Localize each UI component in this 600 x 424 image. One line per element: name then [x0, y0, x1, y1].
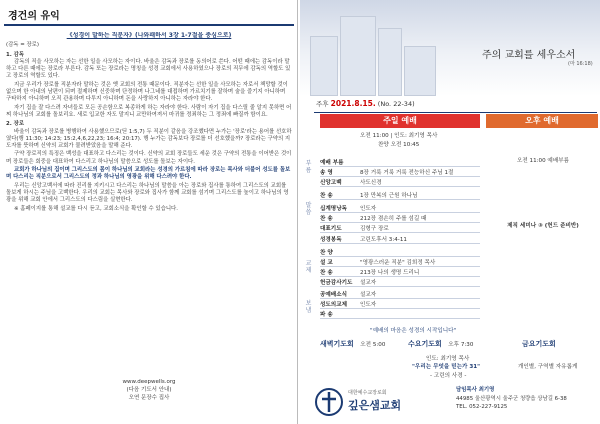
order-item-label: 송 영	[320, 170, 333, 176]
row-separator	[320, 166, 480, 167]
order-item-label: 찬 송	[320, 270, 333, 276]
highlight-paragraph: 교회가 하나님의 집이며 그리스도의 몸이 하나님의 교회라는 성경의 가르침에 따라 장로는 목사와 더불어 성도를 돌보며 다스리는 직분으로서 그리스도의 정과 하나님의 영광을 위해 다스려야 한다.	[6, 167, 291, 181]
order-item-label: 파 송	[320, 312, 333, 318]
order-item-value: 사도신경	[360, 180, 382, 186]
afternoon-program: 제직 세미나 ③ (헌드 준비반)	[507, 223, 579, 229]
church-emblem-icon	[314, 387, 344, 417]
prayer-meetings	[300, 337, 600, 351]
order-row	[320, 178, 382, 186]
order-item-value: 인도자	[360, 302, 377, 308]
paragraph: 감독의 직을 사모하는 자는 선한 일을 사모하는 자이다. 바울은 감독과 장로를 동의어로 쓴다. 어떤 때에는 감독이라 말하고 다른 때에는 장로라 부른다. 감독 또는 장로라는 명칭을 성경 교회에서 사용하였으나 장로의 직무에 감독의 역할도 있고 장로의 역할도 있다.	[6, 58, 291, 80]
row-separator	[320, 318, 480, 319]
order-item-label: 신앙고백	[320, 180, 342, 186]
friday-note: 개인별, 구역별 자유롭게	[518, 364, 578, 370]
denomination: 대한예수교장로회	[348, 390, 387, 396]
order-row	[320, 268, 419, 276]
side-label: 교 제	[305, 260, 312, 274]
section-heading: 1. 감독	[6, 51, 25, 58]
issue-number: (No. 22-34)	[377, 100, 415, 108]
row-separator	[320, 212, 480, 213]
bulletin-date	[316, 99, 415, 108]
row-separator	[320, 222, 480, 223]
building-image	[310, 36, 338, 96]
order-row	[320, 168, 453, 176]
section-heading: 2. 장로	[6, 121, 25, 128]
order-item-label: 찬 송	[320, 193, 333, 199]
building-image	[340, 16, 376, 96]
order-item-label: 성경봉독	[320, 237, 342, 243]
order-item-value: 8장 거룩 거룩 거룩 전능하신 주님 1절	[360, 170, 454, 176]
order-item-label: 십계명낭독	[320, 206, 348, 212]
row-separator	[320, 308, 480, 309]
order-item-value: 김형구 장로	[360, 226, 389, 232]
date-prefix: 주후	[316, 100, 329, 108]
friday-prayer: 금요기도회	[522, 340, 556, 348]
section-title: 경건의 유익	[8, 11, 60, 22]
order-item-label: 헌금감사기도	[320, 280, 353, 286]
author: 오연 문장수 집사	[128, 395, 170, 401]
pastor: 담임목사 최기영	[456, 387, 495, 393]
article-title: 《성경이 말하는 직분자》(나와패하서 3장 1-7절을 중심으로)	[66, 32, 232, 39]
order-row	[320, 300, 376, 308]
order-item-label: 예배 부름	[320, 160, 344, 166]
order-row	[320, 258, 435, 266]
order-item-value: 설교자	[360, 292, 377, 298]
row-separator	[320, 286, 480, 287]
dawn-time: 오전 5:00	[360, 342, 386, 348]
wednesday-prayer	[408, 337, 473, 351]
row-separator	[320, 243, 480, 244]
article-body	[6, 32, 292, 382]
tab-sunday-service: 주일 예배	[320, 114, 480, 128]
divider	[314, 112, 597, 113]
order-row	[320, 224, 389, 232]
afternoon-time: 오전 11:00 예배부름	[516, 158, 570, 164]
row-separator	[320, 232, 480, 233]
paragraph: 지금 우리가 장로를 직분자라 말하는 것은 옛 교회의 전통 때문이다. 직분자는 선한 일을 사모하는 자로서 책망할 것이 없으며 한 아내의 남편이 되며 절제하며 신중하며 단정하며 나그네를 대접하며 가르치기를 잘하며 술을 즐기지 아니하며 구타하지 아니하며 오직 관용하며 다투지 아니하며 돈을 사랑하지 아니하는 자라야 한다.	[6, 81, 288, 103]
order-item-label: 찬 송	[320, 216, 333, 222]
order-item-value: "영광스러운 직분" 김희정 목사	[360, 260, 436, 266]
left-page	[0, 0, 298, 424]
order-row	[320, 248, 360, 256]
church-logo	[314, 385, 434, 420]
order-item-label: 대표기도	[320, 226, 342, 232]
tab-afternoon-service: 오후 예배	[486, 114, 598, 128]
row-separator	[320, 298, 480, 299]
order-row	[320, 310, 360, 318]
church-name: 깊은샘교회	[348, 399, 402, 412]
dawn-label: 새벽기도회	[320, 340, 354, 348]
side-label: 말 씀	[305, 202, 312, 216]
order-row	[320, 191, 418, 199]
wed-subtitle: - 고린의 사경 -	[430, 373, 467, 379]
slogan: 주의 교회를 세우소서	[482, 50, 576, 61]
prelude-time: 찬양 오전 10:45	[378, 142, 420, 148]
address: 44985 울산광역시 울주군 청량읍 상남길 6-38	[456, 395, 567, 402]
row-separator	[320, 199, 480, 200]
side-label: 보 냄	[305, 300, 312, 314]
church-address	[456, 386, 567, 412]
date-value: 2021.8.15.	[330, 99, 376, 108]
order-item-label: 찬 양	[320, 250, 333, 256]
row-separator	[320, 276, 480, 277]
next-notice: (다음 기도서 안내)	[126, 387, 172, 393]
order-row	[320, 278, 376, 286]
order-item-value: 설교자	[360, 280, 377, 286]
building-image	[404, 46, 436, 96]
dawn-prayer	[320, 337, 385, 351]
paragraph: 자기 집을 잘 다스려 자녀들로 모든 공손함으로 복종하게 하는 자라야 한다. 사람이 자기 집을 다스릴 줄 알지 못하면 어찌 하나님의 교회를 돌보리요. 새로 입교한 자도 말지니 교만하여져서 마귀를 정죄하는 그 정죄에 빠질까 함이요.	[6, 104, 292, 118]
website-link[interactable]: www.deepwells.org	[122, 379, 176, 385]
side-label: 부 름	[305, 160, 312, 174]
row-separator	[320, 256, 480, 257]
order-item-value: 213장 나의 생명 드리니	[360, 270, 420, 276]
paragraph: 구약 장로직의 특징은 백성을 대표하고 다스리는 것이다. 신약의 교회 장로들도 세운 것은 구약의 전통을 이어받은 것이며 장로들은 회중을 대표하여 다스리고 하나님의 말씀으로 성도를 돌보는 자이다.	[6, 151, 292, 165]
cover-banner	[300, 0, 600, 96]
order-item-label: 성도의교제	[320, 302, 348, 308]
order-item-value: 고린도후서 3:4-11	[360, 237, 407, 243]
order-row	[320, 290, 376, 298]
article-subtitle: (감독 = 장로)	[6, 42, 39, 49]
building-image	[378, 28, 402, 96]
order-row	[320, 158, 360, 166]
row-separator	[320, 176, 480, 177]
paragraph: 바울이 감독과 장로를 병행하여 사용했으므로(딛 1:5,7) 두 직분이 같음을 강조했다면 누가는 '장로'라는 용어를 선호하였다(행 11:30; 14:23; 15:2,4,6,22,23; 16:4; 20:17). 행 누가는 감독보다 장로를 더 선호했을까? 장로라는 구약의 지도자를 뜻하며 신약의 교회가 물려받았음을 말해 준다.	[6, 128, 292, 150]
right-page	[300, 0, 600, 424]
section-header	[4, 4, 294, 26]
order-item-label: 설 교	[320, 260, 333, 266]
slogan-reference: (마 16:18)	[568, 61, 593, 67]
order-item-value: 인도자	[360, 206, 377, 212]
telephone: TEL. 052-227-9125	[456, 404, 508, 410]
row-separator	[320, 186, 480, 187]
order-row	[320, 214, 426, 222]
paragraph: 우리는 신앙고백서에 따라 진리를 지키시고 다스리는 하나님의 말씀을 아는 장로와 집사를 통하여 그리스도의 교회를 돌보게 하시는 주님을 고백한다. 우리의 교회는 목사와 장로와 집사가 함께 교회를 섬기며 그리스도를 높이고 하나님의 영광을 위해 교회 안에서 그리스도의 다스림을 실현한다.	[6, 182, 289, 204]
footer-verse: "예배의 마음은 성경의 시작입니다"	[370, 328, 457, 334]
order-row	[320, 204, 376, 212]
article-footer	[6, 378, 292, 402]
wed-leader: 인도: 최기영 목사	[426, 356, 470, 362]
order-item-value: 1장 만복의 근원 하나님	[360, 193, 418, 199]
homepage-note: ※ 홈페이지를 통해 설교를 다시 듣고, 교회소식을 확인할 수 있습니다.	[14, 205, 178, 212]
wed-title: "우리는 무엇을 믿는가 31"	[412, 364, 481, 370]
wed-label: 수요기도회	[408, 340, 442, 348]
order-item-value: 212장 겸손히 주를 섬길 때	[360, 216, 427, 222]
wed-time: 오후 7:30	[448, 342, 474, 348]
order-row	[320, 235, 407, 243]
row-separator	[320, 266, 480, 267]
order-item-label: 공예배소식	[320, 292, 348, 298]
service-time: 오전 11:00 | 인도: 최기영 목사	[360, 133, 438, 139]
